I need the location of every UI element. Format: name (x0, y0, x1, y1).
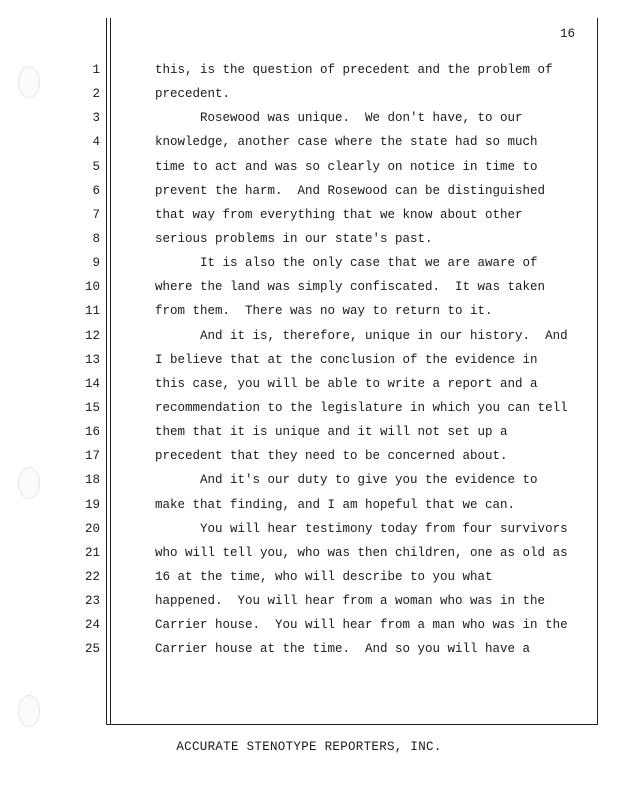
transcript-line: You will hear testimony today from four survivors (155, 521, 568, 536)
punch-hole-middle (18, 467, 40, 499)
line-number: 21 (84, 545, 100, 560)
line-number: 11 (84, 304, 100, 319)
transcript-line: Carrier house at the time. And so you will have a (155, 642, 531, 657)
transcript-line: serious problems in our state's past. (155, 231, 433, 246)
line-number: 20 (84, 521, 100, 536)
line-number: 17 (84, 449, 100, 464)
transcript-line: It is also the only case that we are aware of (155, 256, 538, 271)
page-frame-right-rule (597, 18, 598, 724)
transcript-line: Rosewood was unique. We don't have, to our (155, 111, 523, 126)
transcript-line: I believe that at the conclusion of the evidence in (155, 352, 538, 367)
line-number: 23 (84, 594, 100, 609)
line-number-column (60, 58, 100, 662)
page-frame-left-rule (106, 18, 107, 724)
line-number: 7 (92, 207, 100, 222)
transcript-line: Carrier house. You will hear from a man who was in the (155, 618, 568, 633)
line-number: 6 (92, 183, 100, 198)
reporter-footer: ACCURATE STENOTYPE REPORTERS, INC. (176, 740, 442, 754)
page-number: 16 (560, 27, 576, 41)
transcript-line: prevent the harm. And Rosewood can be distinguished (155, 183, 546, 198)
line-number: 13 (84, 352, 100, 367)
transcript-body (155, 58, 595, 662)
transcript-line: make that finding, and I am hopeful that we can. (155, 497, 516, 512)
transcript-line: this, is the question of precedent and the problem of (155, 63, 553, 77)
transcript-line: And it is, therefore, unique in our history. And (155, 328, 568, 343)
line-number: 2 (92, 87, 100, 102)
transcript-line: time to act and was so clearly on notice in time to (155, 159, 538, 174)
line-number: 25 (84, 642, 100, 657)
line-number: 18 (84, 473, 100, 488)
line-number: 5 (92, 159, 100, 174)
page-frame-left-rule-inner (110, 18, 111, 724)
transcript-line: 16 at the time, who will describe to you what (155, 569, 493, 584)
line-number: 1 (92, 63, 100, 77)
transcript-line: from them. There was no way to return to it. (155, 304, 493, 319)
line-number: 16 (84, 425, 100, 440)
transcript-line: this case, you will be able to write a report and a (155, 376, 538, 391)
transcript-line: precedent that they need to be concerned about. (155, 449, 508, 464)
line-number: 22 (84, 569, 100, 584)
page-frame-bottom-rule (106, 724, 598, 725)
transcript-line: happened. You will hear from a woman who was in the (155, 594, 546, 609)
punch-hole-bottom (18, 695, 40, 727)
transcript-line: recommendation to the legislature in which you can tell (155, 400, 568, 415)
transcript-line: that way from everything that we know about other (155, 207, 523, 222)
line-number: 15 (84, 400, 100, 415)
line-number: 9 (92, 256, 100, 271)
line-number: 3 (92, 111, 100, 126)
line-number: 8 (92, 231, 100, 246)
punch-hole-top (18, 66, 40, 98)
transcript-line: And it's our duty to give you the evidence to (155, 473, 538, 488)
line-number: 14 (84, 376, 100, 391)
line-number: 4 (92, 135, 100, 150)
transcript-line: knowledge, another case where the state had so much (155, 135, 538, 150)
line-number: 24 (84, 618, 100, 633)
line-number: 19 (84, 497, 100, 512)
transcript-line: where the land was simply confiscated. It was taken (155, 280, 546, 295)
transcript-line: precedent. (155, 87, 231, 102)
transcript-line: them that it is unique and it will not set up a (155, 425, 508, 440)
line-number: 10 (84, 280, 100, 295)
line-number: 12 (84, 328, 100, 343)
transcript-line: who will tell you, who was then children, one as old as (155, 545, 568, 560)
